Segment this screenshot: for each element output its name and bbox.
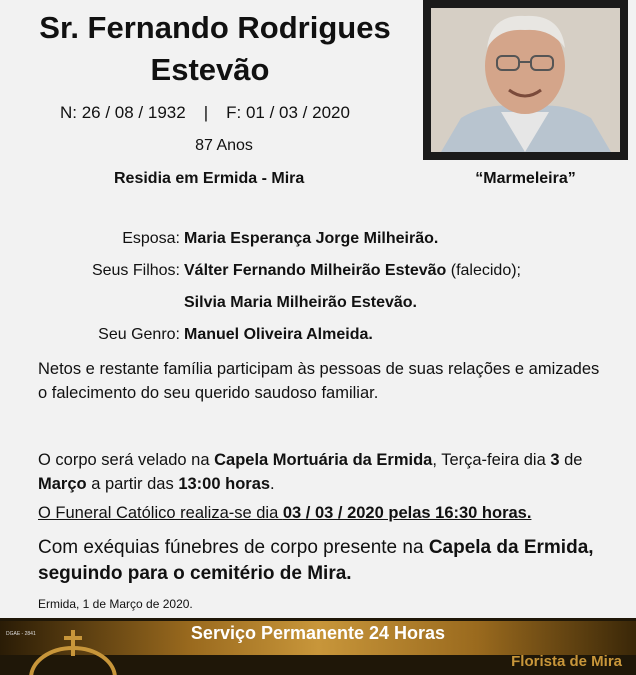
residence: Residia em Ermida - Mira <box>114 170 305 187</box>
service-banner-text: Serviço Permanente 24 Horas <box>190 623 446 643</box>
family-announcement: Netos e restante família participam às pessoas de suas relações e amizades o falecimento do seu querido saudoso familiar. <box>38 360 600 402</box>
wake-text: . <box>270 475 275 493</box>
funeral-info <box>38 504 531 523</box>
spouse-name: Maria Esperança Jorge Milheirão. <box>184 230 439 247</box>
wake-time: 13:00 horas <box>178 475 271 493</box>
date-separator: | <box>203 103 209 122</box>
death-date: F: 01 / 03 / 2020 <box>226 103 350 122</box>
nickname: “Marmeleira” <box>475 170 576 187</box>
wake-day: 3 <box>550 451 560 469</box>
wake-text: a partir das <box>86 475 179 493</box>
age: 87 Anos <box>195 137 253 154</box>
wake-text: , Terça-feira dia <box>432 451 551 469</box>
exequias-place: Capela da Ermida, seguindo para o cemitério de Mira. <box>38 537 594 584</box>
portrait-image <box>431 8 620 152</box>
dgae-code: DGAE - 2841 <box>6 631 36 637</box>
exequias-text: Com exéquias fúnebres de corpo presente na <box>38 537 429 558</box>
wake-text: de <box>559 451 583 469</box>
wake-text: O corpo será velado na <box>38 451 215 469</box>
life-dates <box>60 103 350 123</box>
signoff: Ermida, 1 de Março de 2020. <box>38 597 193 611</box>
child1-note: (falecido); <box>450 262 521 279</box>
birth-date: N: 26 / 08 / 1932 <box>60 103 186 122</box>
wake-place: Capela Mortuária da Ermida <box>214 451 433 469</box>
children-label: Seus Filhos: <box>91 262 180 279</box>
portrait-photo <box>423 0 628 160</box>
child1-name: Válter Fernando Milheirão Estevão <box>184 262 447 279</box>
child1 <box>184 262 521 280</box>
son-in-law-name: Manuel Oliveira Almeida. <box>184 326 373 343</box>
deceased-name-line2: Estevão <box>150 52 270 87</box>
spouse-label: Esposa: <box>122 230 180 247</box>
footer-banner <box>0 618 636 675</box>
exequias-info <box>38 535 623 587</box>
funeral-text: O Funeral Católico realiza-se dia <box>38 504 283 522</box>
funeral-datetime: 03 / 03 / 2020 pelas 16:30 horas. <box>282 504 532 522</box>
son-in-law-label: Seu Genro: <box>98 326 180 343</box>
wake-info <box>38 448 608 496</box>
wake-month: Março <box>38 475 87 493</box>
child2-name: Silvia Maria Milheirão Estevão. <box>184 294 417 311</box>
deceased-name-line1: Sr. Fernando Rodrigues <box>39 10 391 45</box>
florist-name: Florista de Mira <box>511 653 622 670</box>
